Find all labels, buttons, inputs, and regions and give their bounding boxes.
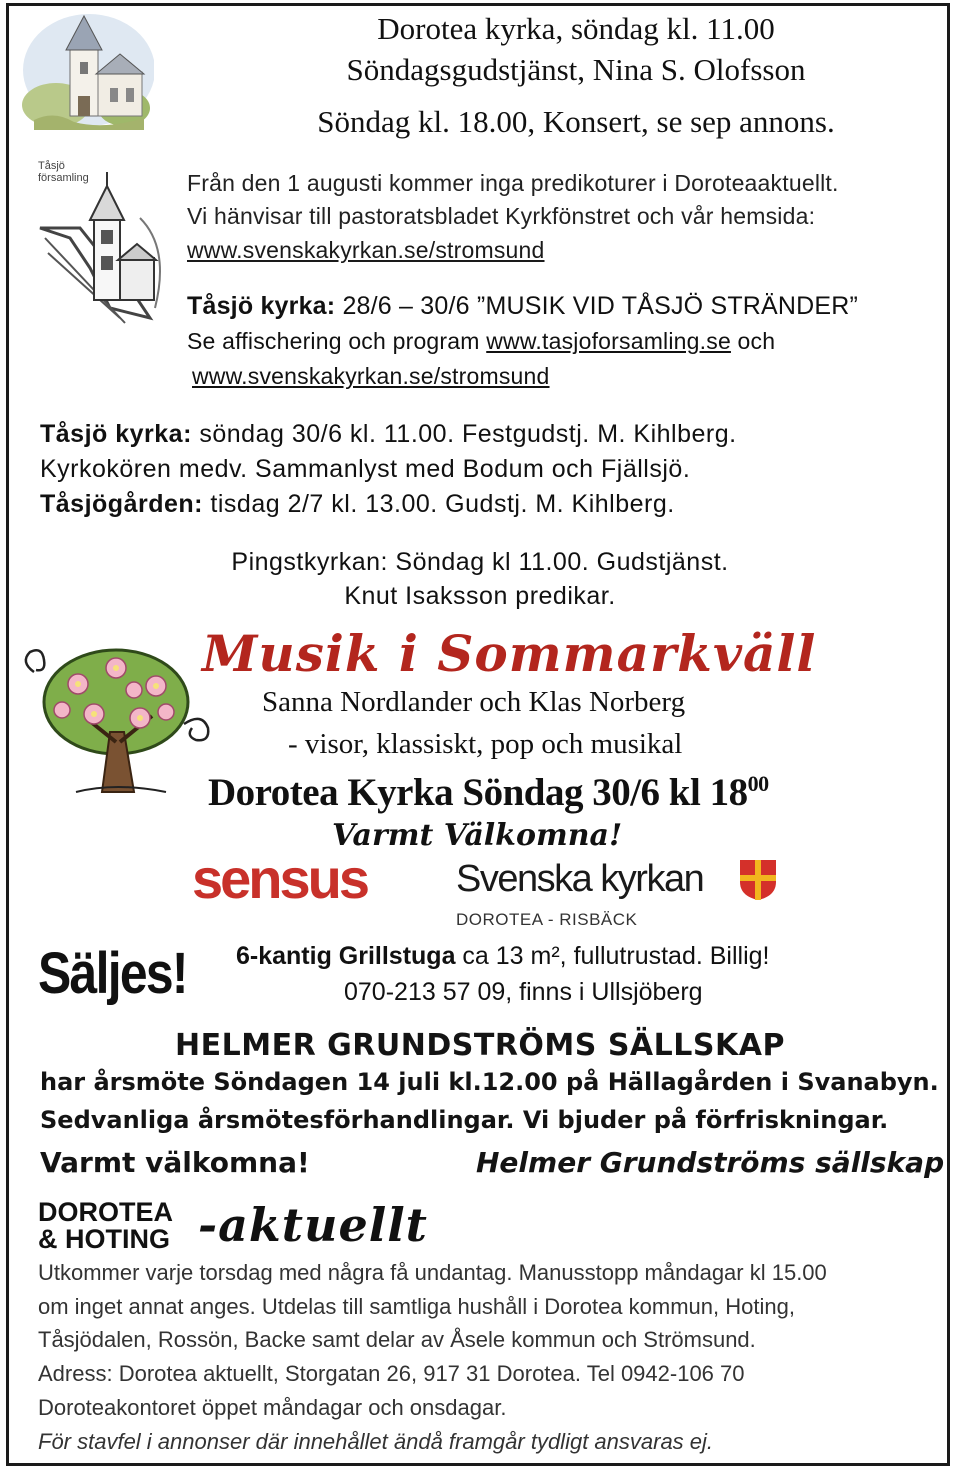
- notice-line-1: Från den 1 augusti kommer inga predikoturer i Doroteaaktuellt.: [187, 170, 839, 196]
- masthead-para-5: Doroteakontoret öppet måndagar och onsdagar.: [38, 1395, 507, 1420]
- masthead-para-6: För stavfel i annonser där innehållet ändå framgår tydligt ansvaras ej.: [38, 1429, 714, 1454]
- concert-when-sup: 00: [747, 771, 769, 796]
- concert-when: [208, 770, 769, 815]
- society-line-2: Sedvanliga årsmötesförhandlingar. Vi bjuder på förfriskningar.: [40, 1106, 889, 1134]
- church-line-2: Söndagsgudstjänst, Nina S. Olofsson: [346, 52, 806, 87]
- logo-label: Tåsjö församling: [38, 160, 89, 184]
- pingst-line-1: Pingstkyrkan: Söndag kl 11.00. Gudstjänst.: [231, 548, 729, 576]
- svenska-kyrkan-shield-icon: [738, 858, 778, 902]
- service-1-label: Tåsjö kyrka:: [40, 420, 192, 448]
- pingst-line-2: Knut Isaksson predikar.: [344, 582, 616, 610]
- society-welcome: Varmt välkomna!: [40, 1146, 310, 1179]
- concert-performers: Sanna Nordlander och Klas Norberg: [262, 686, 686, 718]
- svenska-kyrkan-logo: Svenska kyrkan: [456, 858, 704, 900]
- program-prefix: Se affischering och program: [187, 328, 487, 354]
- church-line-1: Dorotea kyrka, söndag kl. 11.00: [377, 11, 775, 46]
- society-signature: Helmer Grundströms sällskap: [476, 1146, 945, 1179]
- concert-welcome: Varmt Välkomna!: [332, 818, 623, 853]
- sale-line-2: 070-213 57 09, finns i Ullsjöberg: [344, 978, 703, 1006]
- sale-details: ca 13 m², fullutrustad. Billig!: [455, 942, 770, 970]
- masthead-para-2: om inget annat anges. Utdelas till samtliga hushåll i Dorotea kommun, Hoting,: [38, 1294, 795, 1319]
- tasjoforsamling-link[interactable]: www.tasjoforsamling.se: [486, 328, 731, 354]
- service-line-2: Kyrkokören medv. Sammanlyst med Bodum och Fjällsjö.: [40, 455, 691, 483]
- svenska-kyrkan-subtitle: DOROTEA - RISBÄCK: [456, 910, 638, 929]
- stromsund-link-2[interactable]: www.svenskakyrkan.se/stromsund: [192, 363, 550, 389]
- tasjo-forsamling-logo: [30, 158, 180, 328]
- society-line-1: har årsmöte Söndagen 14 juli kl.12.00 på Hällagården i Svanabyn.: [40, 1068, 939, 1096]
- tasjo-music-line: [187, 292, 858, 321]
- notice-line-2: Vi hänvisar till pastoratsbladet Kyrkfönstret och vår hemsida:: [187, 203, 816, 229]
- masthead-para-3: Tåsjödalen, Rossön, Backe samt delar av Åsele kommun och Strömsund.: [38, 1327, 756, 1352]
- flowering-tree-illustration: [16, 632, 216, 802]
- program-suffix: och: [730, 328, 776, 354]
- tasjo-music-label: Tåsjö kyrka:: [187, 292, 336, 320]
- masthead-script: -aktuellt: [198, 1198, 428, 1252]
- service-3-label: Tåsjögården:: [40, 490, 203, 518]
- service-line-1: [40, 420, 737, 449]
- sensus-logo: sensus: [192, 847, 367, 910]
- tasjo-music-text: 28/6 – 30/6 ”MUSIK VID TÅSJÖ STRÄNDER”: [335, 292, 859, 320]
- sale-heading: Säljes!: [38, 941, 187, 1006]
- masthead-line-2: & HOTING: [38, 1224, 170, 1254]
- masthead-line-1: DOROTEA: [38, 1197, 173, 1227]
- church-line-3: Söndag kl. 18.00, Konsert, se sep annons.: [317, 104, 835, 139]
- masthead-para-1: Utkommer varje torsdag med några få undantag. Manusstopp måndagar kl 15.00: [38, 1260, 827, 1285]
- service-3-text: tisdag 2/7 kl. 13.00. Gudstj. M. Kihlberg.: [202, 490, 675, 518]
- service-1-text: söndag 30/6 kl. 11.00. Festgudstj. M. Kihlberg.: [191, 420, 737, 448]
- stromsund-link-1[interactable]: www.svenskakyrkan.se/stromsund: [187, 237, 545, 263]
- service-line-3: [40, 490, 675, 519]
- society-title: HELMER GRUNDSTRÖMS SÄLLSKAP: [175, 1028, 785, 1063]
- sale-item: 6-kantig Grillstuga: [236, 942, 456, 970]
- concert-title: Musik i Sommarkväll: [202, 624, 817, 683]
- sale-line-1: [236, 942, 770, 971]
- concert-genres: - visor, klassiskt, pop och musikal: [288, 728, 683, 760]
- tasjo-program-line: [187, 328, 775, 355]
- masthead-para-4: Adress: Dorotea aktuellt, Storgatan 26, 917 31 Dorotea. Tel 0942-106 70: [38, 1361, 745, 1386]
- concert-when-text: Dorotea Kyrka Söndag 30/6 kl 18: [208, 771, 748, 814]
